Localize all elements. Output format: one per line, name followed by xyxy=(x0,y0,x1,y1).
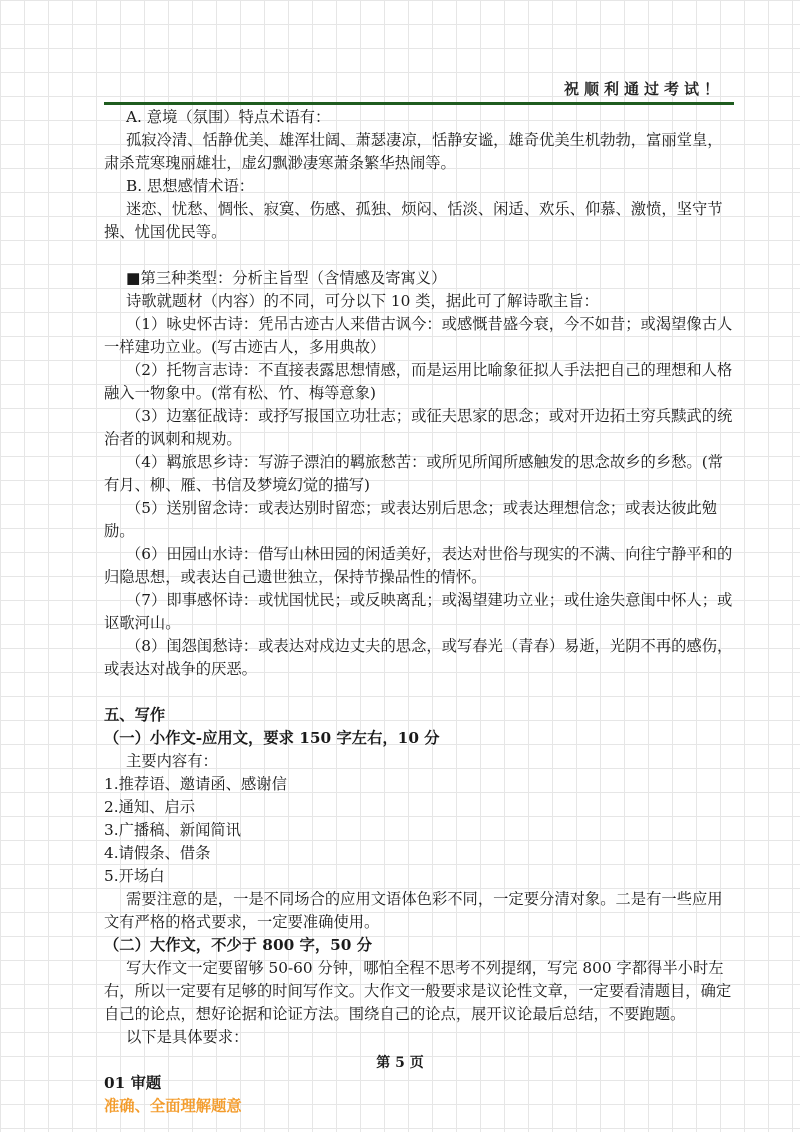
header-rule xyxy=(104,102,734,105)
review-title: 01 审题 xyxy=(104,1074,162,1092)
type3-title: ■第三种类型：分析主旨型（含情感及寄寓义） xyxy=(126,269,447,287)
big-essay-followup: 以下是具体要求： xyxy=(126,1028,249,1046)
list-item: 5.开场白 xyxy=(104,867,165,885)
small-essay-note: 需要注意的是，一是不同场合的应用文语体色彩不同，一定要分清对象。二是有一些应用文有严格的格式要求，一定要准确使用。 xyxy=(104,890,723,931)
section-a-title: A. 意境（氛围）特点术语有： xyxy=(126,108,331,126)
list-item: 2.通知、启示 xyxy=(104,798,196,816)
big-essay-title: （二）大作文，不少于 800 字，50 分 xyxy=(104,936,373,954)
page-number: 第 5 页 xyxy=(376,1055,424,1071)
header-slogan: 祝顺利通过考试！ xyxy=(563,80,724,98)
list-item: （8）闺怨闺愁诗：或表达对戍边丈夫的思念，或写春光（青春）易逝，光阴不再的感伤，或表达对战争的厌恶。 xyxy=(104,637,733,678)
small-content-label: 主要内容有： xyxy=(126,752,218,770)
list-item: （6）田园山水诗：借写山林田园的闲适美好，表达对世俗与现实的不满、向往宁静平和的归隐思想，或表达自己遗世独立，保持节操品性的情怀。 xyxy=(104,545,733,586)
list-item: （4）羁旅思乡诗：写游子漂泊的羁旅愁苦：或所见所闻所感触发的思念故乡的乡愁。(常有月、柳、雁、书信及梦境幻觉的描写) xyxy=(104,453,723,494)
list-item: （2）托物言志诗：不直接表露思想情感，而是运用比喻象征拟人手法把自己的理想和人格融入一物象中。(常有松、竹、梅等意象) xyxy=(104,361,733,402)
list-item: 3.广播稿、新闻简讯 xyxy=(104,821,241,839)
list-item: 4.请假条、借条 xyxy=(104,844,211,862)
section-a-body: 孤寂冷清、恬静优美、雄浑壮阔、萧瑟凄凉，恬静安谧，雄奇优美生机勃勃，富丽堂皇，肃杀荒寒瑰丽雄壮，虚幻飘渺凄寒萧条繁华热闹等。 xyxy=(104,131,723,172)
section-b-body: 迷恋、忧愁、惆怅、寂寞、伤感、孤独、烦闷、恬淡、闲适、欢乐、仰慕、激愤，坚守节操、忧国优民等。 xyxy=(104,200,723,241)
list-item: （7）即事感怀诗：或忧国忧民；或反映离乱；或渴望建功立业；或仕途失意闺中怀人；或讴歌河山。 xyxy=(104,591,733,632)
small-essay-title: （一）小作文-应用文，要求 150 字左右，10 分 xyxy=(104,729,440,747)
section-b-title: B. 思想感情术语： xyxy=(126,177,255,195)
list-item: 1.推荐语、邀请函、感谢信 xyxy=(104,775,287,793)
list-item: （3）边塞征战诗：或抒写报国立功壮志；或征夫思家的思念；或对开边拓土穷兵黩武的统治者的讽刺和规劝。 xyxy=(104,407,733,448)
list-item: （1）咏史怀古诗：凭吊古迹古人来借古讽今：或感慨昔盛今衰，今不如昔；或渴望像古人一样建功立业。(写古迹古人，多用典故） xyxy=(104,315,733,356)
writing-title: 五、写作 xyxy=(104,706,166,724)
type3-intro: 诗歌就题材（内容）的不同，可分以下 10 类，据此可了解诗歌主旨： xyxy=(126,292,599,310)
big-essay-body: 写大作文一定要留够 50-60 分钟，哪怕全程不思考不列提纲，写完 800 字都得半小时左右，所以一定要有足够的时间写作文。大作文一般要求是议论性文章，一定要看清题目，确定自己的论点，想好论据和论证方法。围绕自己的论点，展开议论最后总结，不要跑题。 xyxy=(104,959,732,1023)
page-content xyxy=(104,106,734,1118)
review-subtitle: 准确、全面理解题意 xyxy=(104,1097,242,1115)
list-item: （5）送别留念诗：或表达别时留恋；或表达别后思念；或表达理想信念；或表达彼此勉励。 xyxy=(104,499,718,540)
